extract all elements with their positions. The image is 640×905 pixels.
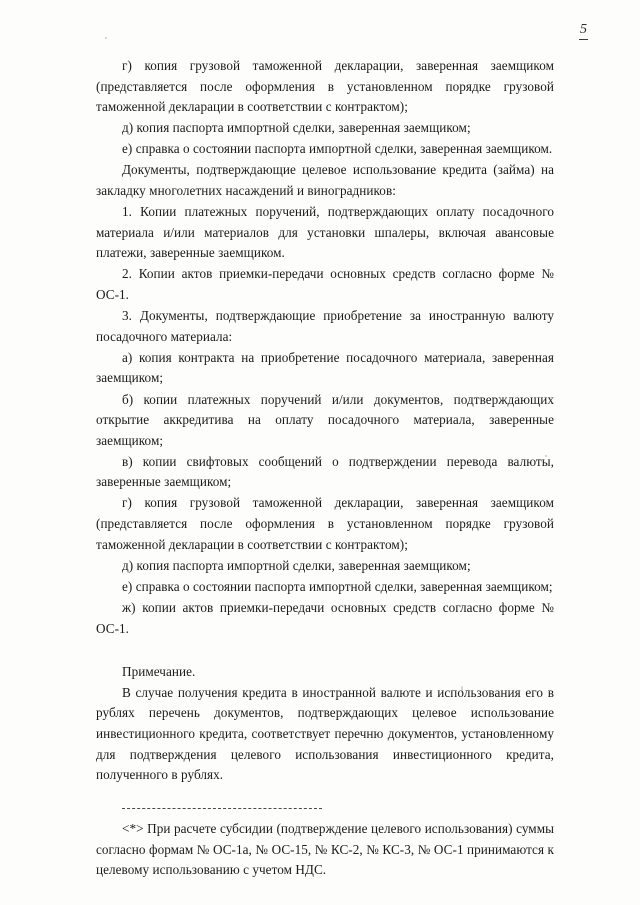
footnote-paragraph: <*> При расчете субсидии (подтверждение целевого использования) суммы согласно формам № ОС-1а, № ОС-15, № КС-2, № КС-3, № ОС-1 принимаются к целевому использованию с учетом НДС. (96, 821, 554, 878)
paragraph: д) копия паспорта импортной сделки, заверенная заемщиком; (122, 557, 471, 573)
paragraph: 2. Копии актов приемки-передачи основных средств согласно форме № ОС-1. (96, 266, 554, 303)
paragraph: б) копии платежных поручений и/или документов, подтверждающих открытие аккредитива на оплату посадочного материала, заверенные заемщиком; (96, 391, 554, 448)
paper-speck (105, 37, 107, 39)
page-number-value: 5 (579, 22, 588, 40)
paragraph: е) справка о состоянии паспорта импортной сделки, заверенная заемщиком. (122, 141, 553, 157)
paragraph: ж) копии актов приемки-передачи основных средств согласно форме № ОС-1. (96, 599, 554, 636)
note-heading: Примечание. (122, 663, 196, 679)
paragraph: а) копия контракта на приобретение посадочного материала, заверенная заемщиком; (96, 349, 554, 386)
paragraph: Документы, подтверждающие целевое использование кредита (займа) на закладку многолетних насаждений и виноградников: (96, 162, 554, 199)
paragraph: в) копии свифтовых сообщений о подтверждении перевода валюты, заверенные заемщиком; (96, 453, 554, 490)
paragraph: г) копия грузовой таможенной декларации, заверенная заемщиком (представляется после оформления в установленном порядке грузовой таможенной декларации в соответствии с контрактом); (96, 495, 554, 552)
page-number (579, 22, 588, 40)
paragraph: д) копия паспорта импортной сделки, заверенная заемщиком; (122, 120, 471, 136)
footnote-spacer (96, 786, 554, 808)
paragraph: В случае получения кредита в иностранной валюте и использования его в рублях перечень документов, подтверждающих целевое использование инвестиционного кредита, соответствует перечню документов, установленному для подтверждения целевого использования инвестиционного кредита, полученного в рублях. (96, 684, 554, 783)
paragraph: г) копия грузовой таможенной декларации, заверенная заемщиком (представляется после оформления в установленном порядке грузовой таможенной декларации в соответствии с контрактом); (96, 58, 554, 115)
paragraph: 1. Копии платежных поручений, подтверждающих оплату посадочного материала и/или материалов для установки шпалеры, включая авансовые платежи, заверенные заемщиком. (96, 204, 554, 261)
footnote-separator (122, 808, 322, 809)
paragraph: 3. Документы, подтверждающие приобретение за иностранную валюту посадочного материала: (96, 308, 554, 344)
section-spacer (96, 640, 554, 662)
footnote-gap (96, 811, 554, 819)
document-body (96, 56, 554, 881)
paragraph: е) справка о состоянии паспорта импортной сделки, заверенная заемщиком; (122, 578, 553, 594)
